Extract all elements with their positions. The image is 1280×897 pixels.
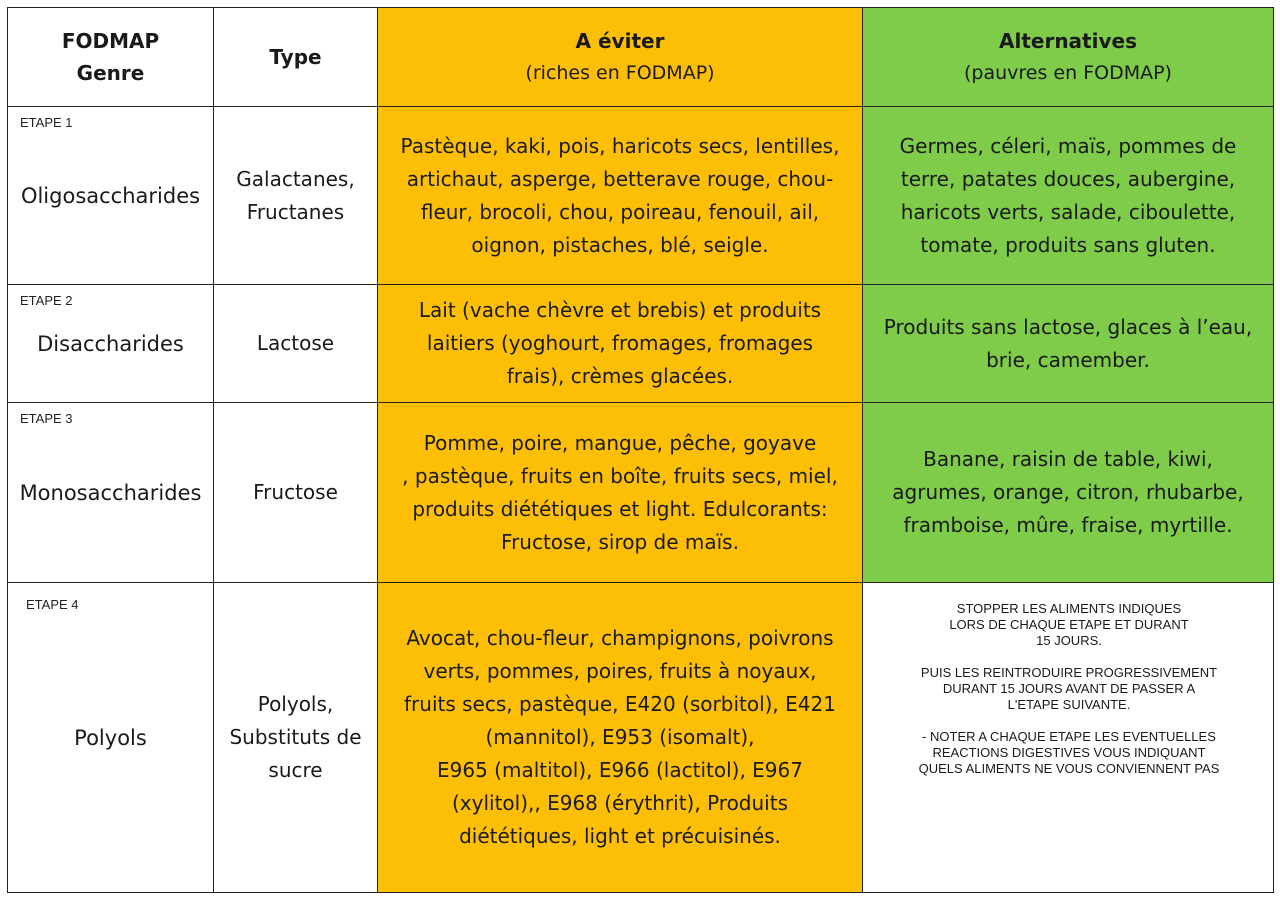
avoid-text: Avocat, chou-fleur, champignons, poivrons verts, pommes, poires, fruits à noyaux, fruits secs, pastèque, E420 (sorbitol), E421 (mannitol), E953 (isomalt), E965 (maltitol), E966 (lactitol), E967 (xylitol),, E968 (érythrit), Produits diététiques, light et précuisinés. [404, 626, 836, 848]
genre-cell [8, 285, 214, 403]
header-avoid-subtitle: (riches en FODMAP) [525, 62, 715, 84]
genre-text: Oligosaccharides [20, 183, 201, 208]
avoid-cell [378, 285, 863, 403]
type-text: Lactose [256, 331, 335, 355]
table-row [8, 107, 1274, 285]
instruction-stop: STOPPER LES ALIMENTS INDIQUES LORS DE CHAQUE ETAPE ET DURANT 15 JOURS. [949, 601, 1189, 648]
avoid-text: Pomme, poire, mangue, pêche, goyave , pastèque, fruits en boîte, fruits secs, miel, produits diététiques et light. Edulcorants: Fructose, sirop de maïs. [402, 430, 838, 554]
alternatives-text: Banane, raisin de table, kiwi, agrumes, orange, citron, rhubarbe, framboise, mûre, fraise, myrtille. [892, 447, 1244, 537]
alternatives-text: Germes, céleri, maïs, pommes de terre, patates douces, aubergine, haricots verts, salade, ciboulette, tomate, produits sans gluten. [899, 133, 1237, 257]
genre-text: Polyols [74, 725, 147, 750]
header-alternatives-title: Alternatives [999, 29, 1137, 53]
avoid-cell [378, 403, 863, 583]
type-text: Polyols, Substituts de sucre [229, 692, 362, 782]
genre-text: Disaccharides [37, 331, 184, 356]
type-cell [214, 583, 378, 893]
genre-cell [8, 107, 214, 285]
type-text: Fructose [253, 480, 338, 504]
avoid-cell [378, 583, 863, 893]
etape-label: ETAPE 4 [26, 597, 79, 612]
table-row [8, 583, 1274, 893]
header-genre [8, 8, 214, 107]
table-row [8, 285, 1274, 403]
header-avoid-title: A éviter [575, 29, 665, 53]
etape-label: ETAPE 2 [20, 293, 73, 308]
etape-label: ETAPE 3 [20, 411, 73, 426]
alternatives-text: Produits sans lactose, glaces à l’eau, brie, camember. [883, 314, 1253, 372]
type-cell [214, 403, 378, 583]
type-text: Galactanes, Fructanes [236, 166, 355, 224]
header-genre-title: FODMAP [61, 29, 160, 53]
header-genre-subtitle: Genre [76, 61, 145, 85]
etape-label: ETAPE 1 [20, 115, 73, 130]
fodmap-table [7, 7, 1274, 893]
genre-cell [8, 583, 214, 893]
header-avoid [378, 8, 863, 107]
type-cell [214, 285, 378, 403]
instructions-cell [863, 583, 1274, 893]
avoid-text: Pastèque, kaki, pois, haricots secs, lentilles, artichaut, asperge, betterave rouge, chou- fleur, brocoli, chou, poireau, fenouil, ail, oignon, pistaches, blé, seigle. [400, 133, 840, 257]
header-type-title: Type [269, 45, 322, 69]
type-cell [214, 107, 378, 285]
avoid-text: Lait (vache chèvre et brebis) et produits laitiers (yoghourt, fromages, fromages frais), crèmes glacées. [418, 298, 822, 388]
header-alternatives-subtitle: (pauvres en FODMAP) [964, 62, 1172, 84]
table-row [8, 403, 1274, 583]
header-row [8, 8, 1274, 107]
genre-cell [8, 403, 214, 583]
alternatives-cell [863, 285, 1274, 403]
avoid-cell [378, 107, 863, 285]
alternatives-cell [863, 107, 1274, 285]
genre-text: Monosaccharides [19, 480, 202, 505]
header-alternatives [863, 8, 1274, 107]
instruction-note: - NOTER A CHAQUE ETAPE LES EVENTUELLES REACTIONS DIGESTIVES VOUS INDIQUANT QUELS ALIMENTS NE VOUS CONVIENNENT PAS [918, 729, 1220, 776]
alternatives-cell [863, 403, 1274, 583]
header-type [214, 8, 378, 107]
instruction-reintroduce: PUIS LES REINTRODUIRE PROGRESSIVEMENT DURANT 15 JOURS AVANT DE PASSER A L'ETAPE SUIVANTE. [920, 665, 1218, 712]
